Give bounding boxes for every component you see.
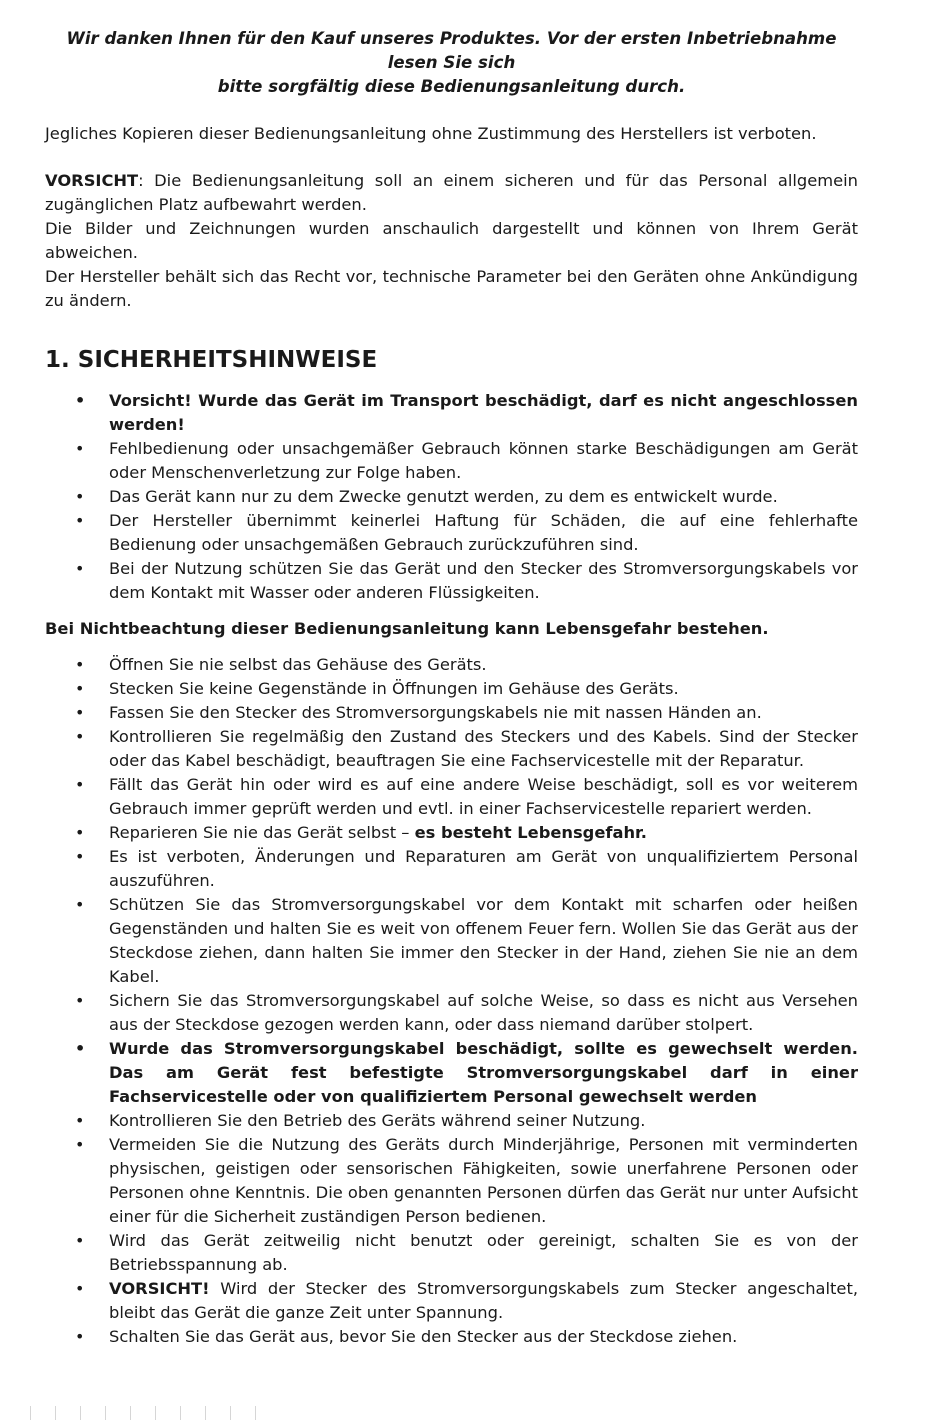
safety-list-2 bbox=[45, 653, 858, 1349]
list-item: • Fassen Sie den Stecker des Stromversorgungskabels nie mit nassen Händen an. bbox=[45, 701, 858, 725]
list-item: • Sichern Sie das Stromversorgungskabel auf solche Weise, so dass es nicht aus Versehen aus der Steckdose gezogen werden kann, oder dass niemand darüber stolpert. bbox=[45, 989, 858, 1037]
list-item: • Das Gerät kann nur zu dem Zwecke genutzt werden, zu dem es entwickelt wurde. bbox=[45, 485, 858, 509]
caution-label: VORSICHT bbox=[45, 171, 139, 190]
intro-line-2: bitte sorgfältig diese Bedienungsanleitung durch. bbox=[217, 77, 686, 96]
manual-page bbox=[45, 27, 858, 1349]
safety-list-1 bbox=[45, 389, 858, 605]
list-item bbox=[45, 1277, 858, 1325]
list-item bbox=[45, 821, 858, 845]
repair-text: Reparieren Sie nie das Gerät selbst – bbox=[109, 823, 415, 842]
list-item: • Öffnen Sie nie selbst das Gehäuse des Geräts. bbox=[45, 653, 858, 677]
list-item: • Es ist verboten, Änderungen und Reparaturen am Gerät von unqualifiziertem Personal auszuführen. bbox=[45, 845, 858, 893]
list-item: • Kontrollieren Sie regelmäßig den Zustand des Steckers und des Kabels. Sind der Stecker oder das Kabel beschädigt, beauftragen Sie eine Fachservicestelle mit der Reparatur. bbox=[45, 725, 858, 773]
list-item: • Wird das Gerät zeitweilig nicht benutzt oder gereinigt, schalten Sie es von der Betriebsspannung ab. bbox=[45, 1229, 858, 1277]
list-item: • Schalten Sie das Gerät aus, bevor Sie den Stecker aus der Steckdose ziehen. bbox=[45, 1325, 858, 1349]
intro-line-1: Wir danken Ihnen für den Kauf unseres Produktes. Vor der ersten Inbetriebnahme lesen Sie sich bbox=[66, 29, 837, 72]
images-note: Die Bilder und Zeichnungen wurden anschaulich dargestellt und können von Ihrem Gerät abweichen. bbox=[45, 219, 858, 262]
list-item: • Fehlbedienung oder unsachgemäßer Gebrauch können starke Beschädigungen am Gerät oder Menschenverletzung zur Folge haben. bbox=[45, 437, 858, 485]
plug-label: VORSICHT! bbox=[109, 1279, 210, 1298]
caution-text: : Die Bedienungsanleitung soll an einem sicheren und für das Personal allgemein zugänglichen Platz aufbewahrt werden. bbox=[45, 171, 858, 214]
list-item: • Bei der Nutzung schützen Sie das Gerät und den Stecker des Stromversorgungskabels vor dem Kontakt mit Wasser oder anderen Flüssigkeiten. bbox=[45, 557, 858, 605]
list-item: • Der Hersteller übernimmt keinerlei Haftung für Schäden, die auf eine fehlerhafte Bedienung oder unsachgemäßen Gebrauch zurückzuführen sind. bbox=[45, 509, 858, 557]
list-item: • Stecken Sie keine Gegenstände in Öffnungen im Gehäuse des Geräts. bbox=[45, 677, 858, 701]
copy-notice: Jegliches Kopieren dieser Bedienungsanleitung ohne Zustimmung des Herstellers ist verboten. bbox=[45, 124, 817, 143]
section-title: 1. SICHERHEITSHINWEISE bbox=[45, 347, 378, 373]
plug-text: Wird der Stecker des Stromversorgungskabels zum Stecker angeschaltet, bleibt das Gerät die ganze Zeit unter Spannung. bbox=[109, 1279, 858, 1322]
list-item: • Wurde das Stromversorgungskabel beschädigt, sollte es gewechselt werden. Das am Gerät fest befestigte Stromversorgungskabel darf in einer Fachservicestelle oder von qualifiziertem Personal gewechselt werden bbox=[45, 1037, 858, 1109]
manufacturer-note: Der Hersteller behält sich das Recht vor, technische Parameter bei den Geräten ohne Ankündigung zu ändern. bbox=[45, 267, 858, 310]
list-item: • Kontrollieren Sie den Betrieb des Geräts während seiner Nutzung. bbox=[45, 1109, 858, 1133]
list-item: • Vorsicht! Wurde das Gerät im Transport beschädigt, darf es nicht angeschlossen werden! bbox=[45, 389, 858, 437]
danger-warning: Bei Nichtbeachtung dieser Bedienungsanleitung kann Lebensgefahr bestehen. bbox=[45, 619, 769, 638]
repair-bold: es besteht Lebensgefahr. bbox=[414, 823, 647, 842]
list-item: • Schützen Sie das Stromversorgungskabel vor dem Kontakt mit scharfen oder heißen Gegenständen und halten Sie es weit von offenem Feuer fern. Wollen Sie das Gerät aus der Steckdose ziehen, dann halten Sie immer den Stecker in der Hand, ziehen Sie nie an dem Kabel. bbox=[45, 893, 858, 989]
list-item: • Fällt das Gerät hin oder wird es auf eine andere Weise beschädigt, soll es vor weiterem Gebrauch immer geprüft werden und evtl. in einer Fachservicestelle repariert werden. bbox=[45, 773, 858, 821]
list-item: • Vermeiden Sie die Nutzung des Geräts durch Minderjährige, Personen mit verminderten physischen, geistigen oder sensorischen Fähigkeiten, sowie unerfahrene Personen oder Personen ohne Kenntnis. Die oben genannten Personen dürfen das Gerät nur unter Aufsicht einer für die Sicherheit zuständigen Person bedienen. bbox=[45, 1133, 858, 1229]
caution-paragraph bbox=[45, 169, 858, 217]
scan-artifacts bbox=[30, 1405, 390, 1419]
